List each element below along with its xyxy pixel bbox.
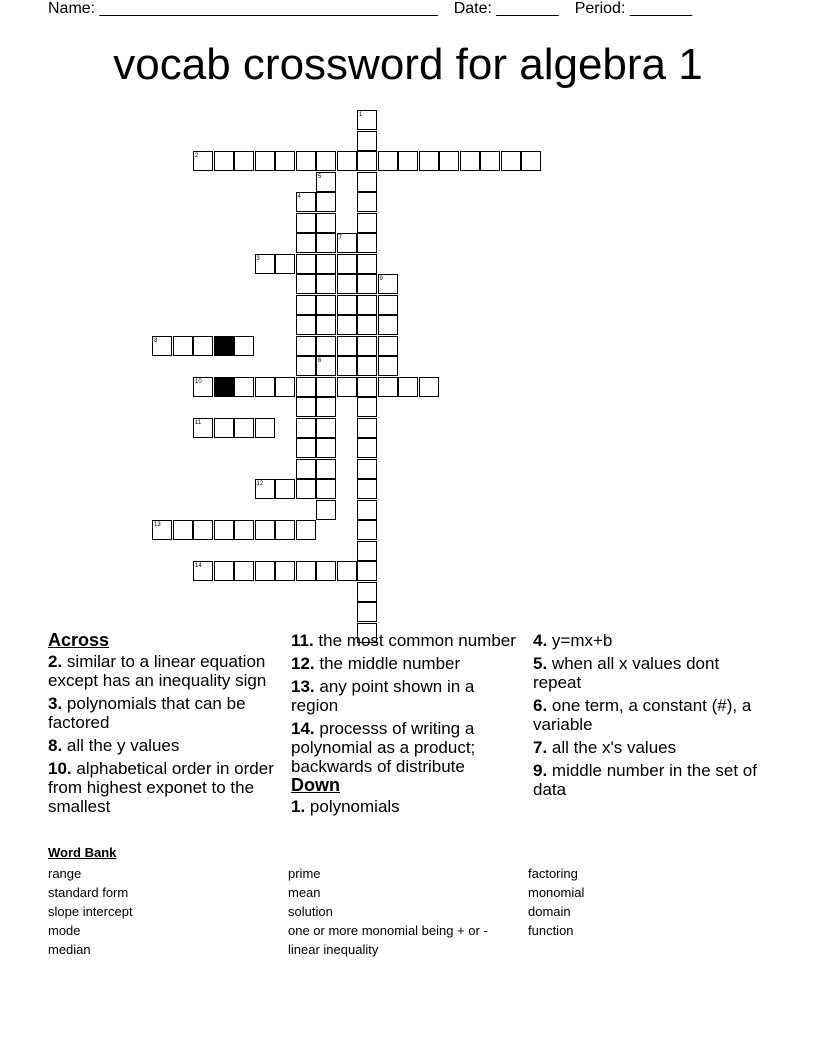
word-bank-col-3 — [528, 864, 584, 940]
grid-cell[interactable] — [234, 520, 254, 540]
grid-cell[interactable] — [357, 438, 377, 458]
grid-cell[interactable] — [255, 561, 275, 581]
clue-number-label: 9. — [533, 761, 548, 780]
clue-number-label: 12. — [291, 654, 315, 673]
clue-item — [291, 631, 519, 650]
grid-cell[interactable] — [275, 561, 295, 581]
grid-cell[interactable] — [296, 520, 316, 540]
grid-cell[interactable] — [337, 295, 357, 315]
clue-text: when all x values dont repeat — [533, 654, 720, 692]
grid-cell[interactable] — [214, 561, 234, 581]
clue-number: 6 — [318, 358, 322, 364]
grid-cell[interactable] — [337, 233, 357, 253]
grid-cell[interactable] — [337, 274, 357, 294]
clue-number-label: 10. — [48, 759, 72, 778]
grid-cell[interactable] — [173, 520, 193, 540]
grid-cell[interactable] — [316, 172, 336, 192]
across-clue-list-cont — [291, 631, 519, 776]
clue-number-label: 8. — [48, 736, 63, 755]
clue-text: the middle number — [314, 654, 461, 673]
grid-cell[interactable] — [357, 459, 377, 479]
grid-cell[interactable] — [357, 233, 377, 253]
grid-cell[interactable] — [337, 561, 357, 581]
grid-cell[interactable] — [337, 356, 357, 376]
clues-column-1 — [48, 631, 284, 820]
down-heading: Down — [291, 775, 340, 795]
grid-cell[interactable] — [316, 561, 336, 581]
grid-cell[interactable] — [357, 418, 377, 438]
word-bank-item: one or more monomial being + or - — [288, 923, 488, 938]
clue-item — [533, 738, 763, 757]
grid-cell[interactable] — [296, 213, 316, 233]
grid-cell[interactable] — [419, 377, 439, 397]
grid-cell[interactable] — [316, 500, 336, 520]
grid-cell[interactable] — [193, 336, 213, 356]
down-clue-list — [291, 797, 519, 816]
grid-cell[interactable] — [357, 602, 377, 622]
word-bank-item: domain — [528, 904, 571, 919]
grid-cell[interactable] — [296, 233, 316, 253]
across-clue-list — [48, 652, 284, 816]
clue-item — [48, 694, 284, 732]
grid-cell[interactable] — [316, 459, 336, 479]
grid-cell[interactable] — [193, 151, 213, 171]
clue-item — [533, 631, 763, 650]
grid-cell[interactable] — [275, 377, 295, 397]
grid-cell[interactable] — [357, 131, 377, 151]
grid-cell[interactable] — [398, 377, 418, 397]
clue-number-label: 6. — [533, 696, 548, 715]
grid-cell[interactable] — [357, 315, 377, 335]
word-bank-item: standard form — [48, 885, 129, 900]
clue-number-label: 7. — [533, 738, 548, 757]
clue-number: 1 — [359, 112, 363, 118]
grid-cell[interactable] — [378, 151, 398, 171]
word-bank-item: function — [528, 923, 574, 938]
grid-cell[interactable] — [275, 479, 295, 499]
grid-cell[interactable] — [357, 192, 377, 212]
grid-cell[interactable] — [296, 295, 316, 315]
clue-number-label: 11. — [291, 631, 314, 650]
clue-item — [291, 797, 519, 816]
clue-item — [48, 652, 284, 690]
grid-cell[interactable] — [316, 336, 336, 356]
clues-column-3 — [533, 631, 763, 803]
clue-number-label: 2. — [48, 652, 63, 671]
grid-cell[interactable] — [152, 520, 172, 540]
clue-number-label: 14. — [291, 719, 315, 738]
grid-cell[interactable] — [296, 151, 316, 171]
date-field: Date: _______ — [453, 0, 559, 17]
grid-cell[interactable] — [255, 151, 275, 171]
clue-number: 8 — [154, 337, 158, 344]
grid-cell[interactable] — [398, 151, 418, 171]
clue-item — [291, 654, 519, 673]
grid-cell[interactable] — [234, 336, 254, 356]
grid-cell[interactable] — [316, 315, 336, 335]
grid-cell[interactable] — [357, 356, 377, 376]
grid-cell[interactable] — [357, 520, 377, 540]
grid-cell[interactable] — [378, 336, 398, 356]
grid-cell[interactable] — [316, 274, 336, 294]
grid-cell[interactable] — [378, 315, 398, 335]
grid-cell[interactable] — [521, 151, 541, 171]
grid-cell[interactable] — [193, 377, 213, 397]
word-bank-item: solution — [288, 904, 333, 919]
grid-cell[interactable] — [296, 397, 316, 417]
clue-text: similar to a linear equation except has an inequality sign — [48, 652, 267, 690]
grid-cell[interactable] — [337, 336, 357, 356]
grid-cell[interactable] — [357, 172, 377, 192]
grid-cell[interactable] — [378, 274, 398, 294]
grid-cell[interactable] — [234, 561, 254, 581]
grid-cell[interactable] — [480, 151, 500, 171]
clue-item — [48, 759, 284, 816]
word-bank-item: mean — [288, 885, 321, 900]
clue-number: 12 — [256, 481, 264, 487]
grid-cell[interactable] — [357, 377, 377, 397]
clue-text: any point shown in a region — [291, 677, 475, 715]
word-bank-item: factoring — [528, 866, 578, 881]
grid-cell[interactable] — [337, 377, 357, 397]
clue-number: 2 — [195, 153, 199, 159]
grid-cell[interactable] — [193, 520, 213, 540]
clue-item — [533, 696, 763, 734]
grid-cell[interactable] — [357, 397, 377, 417]
grid-cell[interactable] — [255, 377, 275, 397]
grid-cell[interactable] — [337, 151, 357, 171]
grid-cell[interactable] — [255, 479, 275, 499]
grid-cell[interactable] — [316, 418, 336, 438]
clue-number: 10 — [195, 378, 202, 385]
grid-cell[interactable] — [357, 479, 377, 499]
grid-cell[interactable] — [214, 418, 234, 438]
grid-cell[interactable] — [275, 520, 295, 540]
grid-cell[interactable] — [316, 254, 336, 274]
grid-cell[interactable] — [255, 520, 275, 540]
clue-text: the most common number — [313, 631, 516, 650]
word-bank-item: linear inequality — [288, 942, 379, 957]
grid-cell[interactable] — [378, 295, 398, 315]
grid-cell[interactable] — [357, 500, 377, 520]
grid-cell[interactable] — [357, 336, 377, 356]
clue-item — [533, 761, 763, 799]
black-cell — [214, 336, 234, 356]
grid-cell[interactable] — [296, 459, 316, 479]
word-bank-item: prime — [288, 866, 321, 881]
word-bank-title: Word Bank — [48, 845, 117, 860]
clue-text: one term, a constant (#), a variable — [533, 696, 752, 734]
grid-cell[interactable] — [255, 418, 275, 438]
grid-cell[interactable] — [460, 151, 480, 171]
grid-cell[interactable] — [337, 315, 357, 335]
down-clue-list-cont — [533, 631, 763, 799]
clue-number-label: 5. — [533, 654, 548, 673]
clue-item — [48, 736, 284, 755]
page-title: vocab crossword for algebra 1 — [113, 40, 703, 89]
clue-number: 11 — [195, 419, 202, 426]
clue-number: 3 — [256, 255, 260, 262]
grid-cell[interactable] — [316, 233, 336, 253]
grid-cell[interactable] — [316, 397, 336, 417]
clue-text: polynomials that can be factored — [48, 694, 246, 732]
grid-cell[interactable] — [357, 151, 377, 171]
grid-cell[interactable] — [296, 438, 316, 458]
grid-cell[interactable] — [357, 582, 377, 602]
grid-cell[interactable] — [152, 336, 172, 356]
grid-cell[interactable] — [173, 336, 193, 356]
grid-cell[interactable] — [296, 315, 316, 335]
period-field: Period: _______ — [574, 0, 693, 17]
grid-cell[interactable] — [357, 213, 377, 233]
grid-cell[interactable] — [234, 377, 254, 397]
clue-text: processs of writing a polynomial as a product; backwards of distribute — [291, 719, 476, 776]
grid-cell[interactable] — [501, 151, 521, 171]
clue-text: y=mx+b — [547, 631, 613, 650]
grid-cell[interactable] — [357, 110, 377, 130]
grid-cell[interactable] — [316, 438, 336, 458]
grid-cell[interactable] — [316, 479, 336, 499]
grid-cell[interactable] — [296, 254, 316, 274]
clue-number: 9 — [379, 276, 383, 282]
grid-cell[interactable] — [296, 418, 316, 438]
grid-cell[interactable] — [296, 561, 316, 581]
clue-text: polynomials — [305, 797, 400, 816]
grid-cell[interactable] — [378, 356, 398, 376]
grid-cell[interactable] — [357, 295, 377, 315]
grid-cell[interactable] — [296, 356, 316, 376]
grid-cell[interactable] — [234, 151, 254, 171]
clue-number: 13 — [154, 522, 161, 528]
grid-cell[interactable] — [378, 377, 398, 397]
grid-cell[interactable] — [357, 254, 377, 274]
clue-number-label: 3. — [48, 694, 63, 713]
grid-cell[interactable] — [316, 192, 336, 212]
grid-cell[interactable] — [316, 151, 336, 171]
grid-cell[interactable] — [255, 254, 275, 274]
clue-text: middle number in the set of data — [533, 761, 757, 799]
grid-cell[interactable] — [275, 151, 295, 171]
word-bank-col-1 — [48, 864, 133, 959]
word-bank-item: monomial — [528, 885, 585, 900]
name-field: Name: ______________________________________ — [48, 0, 438, 17]
clue-text: all the x's values — [547, 738, 677, 757]
clue-text: alphabetical order in order from highest exponet to the smallest — [48, 759, 274, 816]
grid-cell[interactable] — [296, 336, 316, 356]
grid-cell[interactable] — [419, 151, 439, 171]
grid-cell[interactable] — [296, 274, 316, 294]
grid-cell[interactable] — [337, 254, 357, 274]
grid-cell[interactable] — [357, 274, 377, 294]
grid-cell[interactable] — [357, 541, 377, 561]
grid-cell[interactable] — [316, 213, 336, 233]
clue-number: 5 — [318, 173, 322, 180]
word-bank-item: slope intercept — [48, 904, 133, 919]
grid-cell[interactable] — [316, 356, 336, 376]
grid-cell[interactable] — [439, 151, 459, 171]
grid-cell[interactable] — [316, 295, 336, 315]
clue-number: 7 — [338, 235, 342, 241]
grid-cell[interactable] — [275, 254, 295, 274]
black-cell — [214, 377, 234, 397]
clue-number-label: 1. — [291, 797, 306, 816]
clue-number: 4 — [297, 194, 301, 200]
grid-cell[interactable] — [214, 151, 234, 171]
clue-text: all the y values — [62, 736, 180, 755]
word-bank-item: range — [48, 866, 82, 881]
grid-cell[interactable] — [234, 418, 254, 438]
grid-cell[interactable] — [296, 192, 316, 212]
grid-cell[interactable] — [357, 561, 377, 581]
word-bank-item: median — [48, 942, 91, 957]
grid-cell[interactable] — [296, 377, 316, 397]
clue-item — [291, 677, 519, 715]
word-bank-col-2 — [288, 864, 488, 959]
grid-cell[interactable] — [296, 479, 316, 499]
grid-cell[interactable] — [214, 520, 234, 540]
grid-cell[interactable] — [316, 377, 336, 397]
clue-number: 14 — [195, 563, 202, 569]
grid-cell[interactable] — [193, 561, 213, 581]
across-heading: Across — [48, 630, 110, 650]
clue-item — [291, 719, 519, 776]
grid-cell[interactable] — [193, 418, 213, 438]
clue-number-label: 4. — [533, 631, 548, 650]
word-bank-item: mode — [48, 923, 81, 938]
clue-item — [533, 654, 763, 692]
clue-number-label: 13. — [291, 677, 315, 696]
clues-column-2 — [291, 631, 519, 820]
